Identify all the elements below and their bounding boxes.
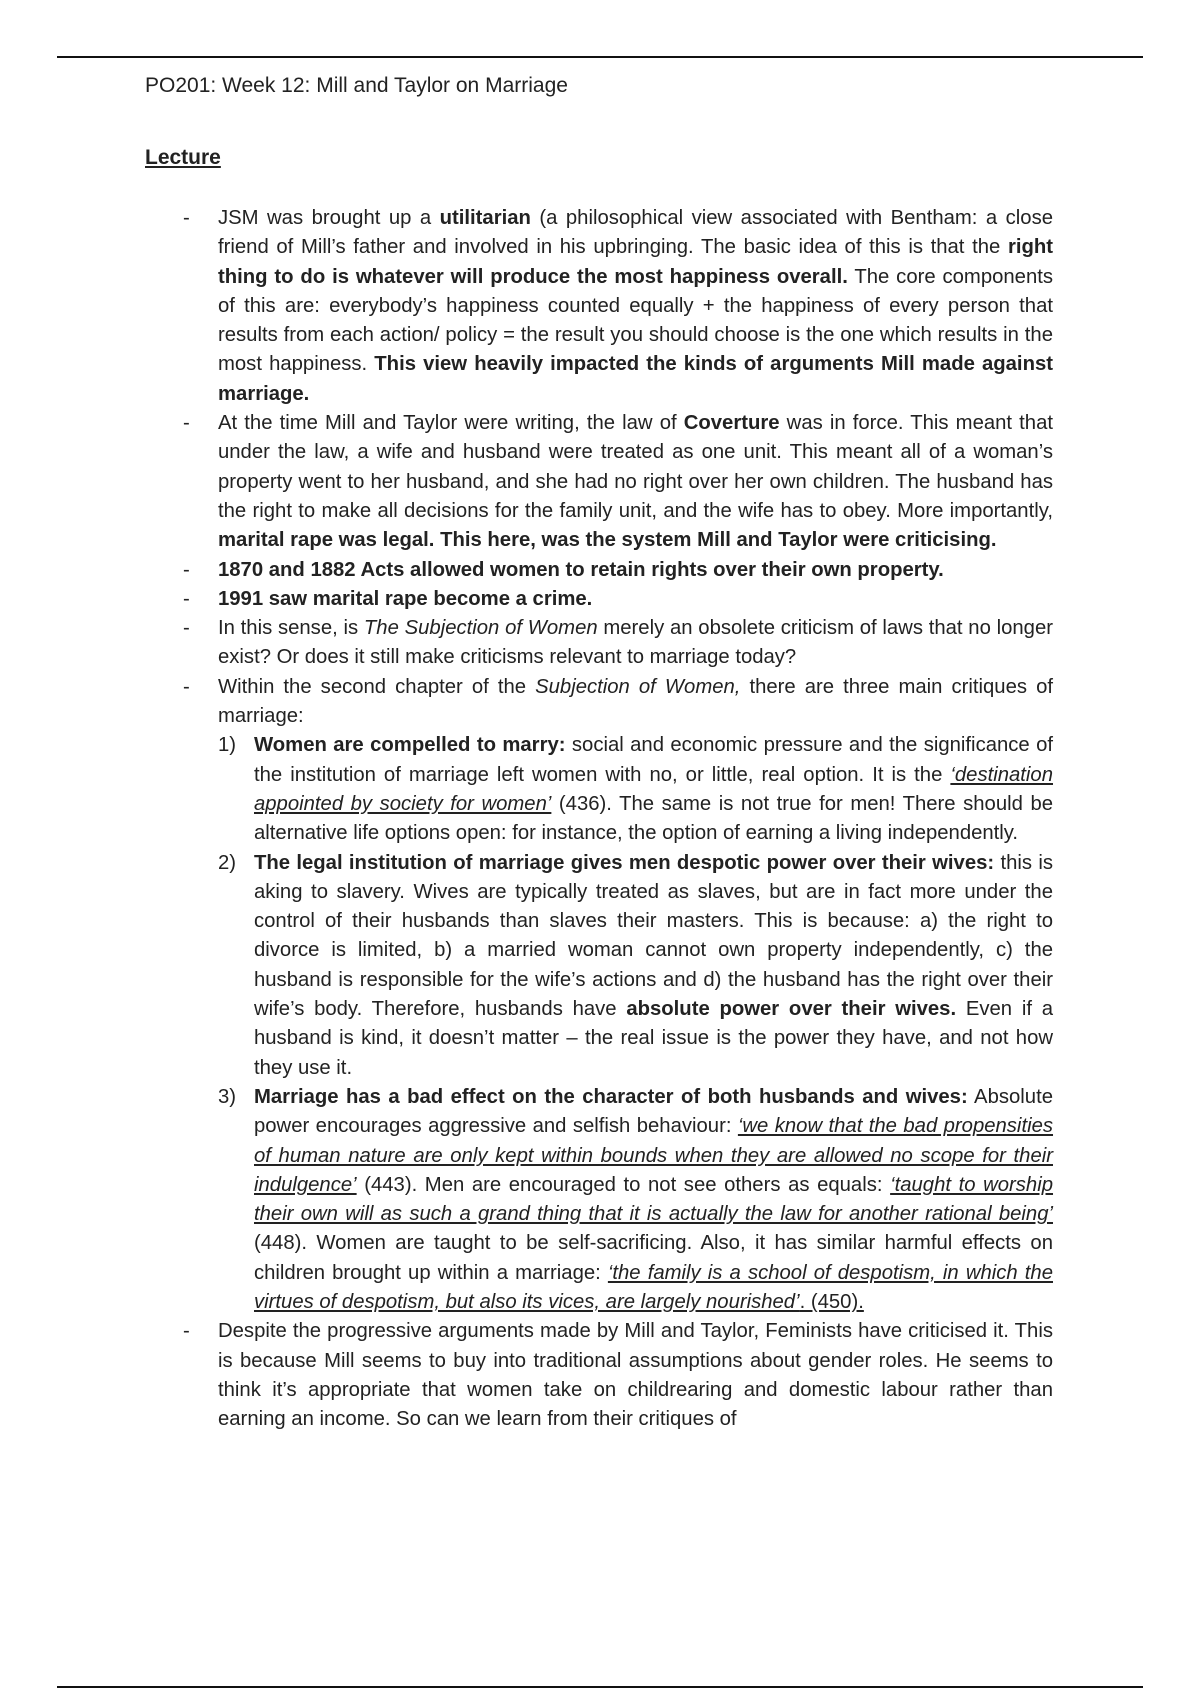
critique-number: 2) bbox=[218, 851, 237, 874]
bullet-three-critiques: - Within the second chapter of the Subjection of Women, there are three main critiques of marriage: 1) Women are compelled to marry: social and economic pressure and the significance of the institution of marriage left women with no, or little, real option. It is the ‘destination appointed by society for women’ (436). The same is not true for men! There should be alternative life options open: for instance, the option of earning a living independently. 2) The legal institution of marriage gives men despotic power over their wives: this is aking to slavery. Wives are typically treated as slaves, but are in fact more under the control of their husbands than slaves their masters. This is because: a) the right to divorce is limited, b) a married woman cannot own property independently, c) the husband is responsible for the wife’s actions and d) the husband has the right over their wife’s body. Therefore, husbands have absolute power over their wives. Even if a husband is kind, it doesn’t matter – the real issue is the power they have, and not how they use it. 3) Marriage has a bad effect on the character of both husbands and wives: Absolute power encourages aggressive and selfish behaviour: ‘we know that the bad propensities of human nature are only kept within bounds when they are allowed no scope for their indulgence’ (443). Men are encouraged to not see others as equals: ‘taught to worship their own will as such a grand thing that it is actually the law for another rational being’ (448). Women are taught to be self-sacrificing. Also, it has similar harmful effects on children brought up within a marriage: ‘the family is a school of despotism, in which the virtues of despotism, but also its vices, are largely nourished’. (450). bbox=[145, 673, 1053, 1318]
bullet-utilitarian: - JSM was brought up a utilitarian (a philosophical view associated with Bentham: a close friend of Mill’s father and involved in his upbringing. The basic idea of this is that the right thing to do is whatever will produce the most happiness overall. The core components of this are: everybody’s happiness counted equally + the happiness of every person that results from each action/ policy = the result you should choose is the one which results in the most happiness. This view heavily impacted the kinds of arguments Mill made against marriage. bbox=[145, 204, 1053, 409]
critique-bad-effect-on-character: 3) Marriage has a bad effect on the character of both husbands and wives: Absolute power encourages aggressive and selfish behaviour: ‘we know that the bad propensities of human nature are only kept within bounds when they are allowed no scope for their indulgence’ (443). Men are encouraged to not see others as equals: ‘taught to worship their own will as such a grand thing that it is actually the law for another rational being’ (448). Women are taught to be self-sacrificing. Also, it has similar harmful effects on children brought up within a marriage: ‘the family is a school of despotism, in which the virtues of despotism, but also its vices, are largely nourished’. (450). bbox=[218, 1083, 1053, 1317]
section-title: Lecture bbox=[145, 146, 221, 169]
critique-compelled-to-marry: 1) Women are compelled to marry: social and economic pressure and the significance of the institution of marriage left women with no, or little, real option. It is the ‘destination appointed by society for women’ (436). The same is not true for men! There should be alternative life options open: for instance, the option of earning a living independently. bbox=[218, 731, 1053, 848]
critique-despotic-power: 2) The legal institution of marriage gives men despotic power over their wives: this is aking to slavery. Wives are typically treated as slaves, but are in fact more under the control of their husbands than slaves their masters. This is because: a) the right to divorce is limited, b) a married woman cannot own property independently, c) the husband is responsible for the wife’s actions and d) the husband has the right over their wife’s body. Therefore, husbands have absolute power over their wives. Even if a husband is kind, it doesn’t matter – the real issue is the power they have, and not how they use it. bbox=[218, 849, 1053, 1083]
bullet-coverture: - At the time Mill and Taylor were writing, the law of Coverture was in force. This meant that under the law, a wife and husband were treated as one unit. This meant all of a woman’s property went to her husband, and she had no right over her own children. The husband has the right to make all decisions for the family unit, and the wife has to obey. More importantly, marital rape was legal. This here, was the system Mill and Taylor were criticising. bbox=[145, 409, 1053, 555]
bullet-feminist-criticism: - Despite the progressive arguments made by Mill and Taylor, Feminists have criticised it. This is because Mill seems to buy into traditional assumptions about gender roles. He seems to think it’s appropriate that women take on childrearing and domestic labour rather than earning an income. So can we learn from their critiques of bbox=[145, 1317, 1053, 1434]
top-rule bbox=[57, 56, 1143, 58]
lecture-content bbox=[145, 204, 1053, 1434]
page-header: PO201: Week 12: Mill and Taylor on Marriage bbox=[145, 74, 568, 97]
bullet-property-acts: - 1870 and 1882 Acts allowed women to retain rights over their own property. bbox=[145, 556, 1053, 585]
bullet-obsolete-question: - In this sense, is The Subjection of Women merely an obsolete criticism of laws that no longer exist? Or does it still make criticisms relevant to marriage today? bbox=[145, 614, 1053, 673]
quote: ‘the family is a school of despotism, in which the virtues of despotism, but also its vices, are largely nourished’ bbox=[254, 1261, 1053, 1313]
quote: ‘destination appointed by society for women’ bbox=[254, 763, 1053, 815]
bullet-marital-rape-crime: - 1991 saw marital rape become a crime. bbox=[145, 585, 1053, 614]
quote: ‘taught to worship their own will as such a grand thing that it is actually the law for another rational being’ bbox=[254, 1173, 1054, 1226]
critique-number: 3) bbox=[218, 1085, 237, 1108]
bottom-rule bbox=[57, 1686, 1143, 1688]
critiques-list bbox=[218, 731, 1053, 1317]
critique-number: 1) bbox=[218, 734, 237, 757]
quote: ‘we know that the bad propensities of human nature are only kept within bounds when they are allowed no scope for their indulgence’ bbox=[254, 1115, 1054, 1196]
bullet-list bbox=[145, 204, 1053, 1434]
